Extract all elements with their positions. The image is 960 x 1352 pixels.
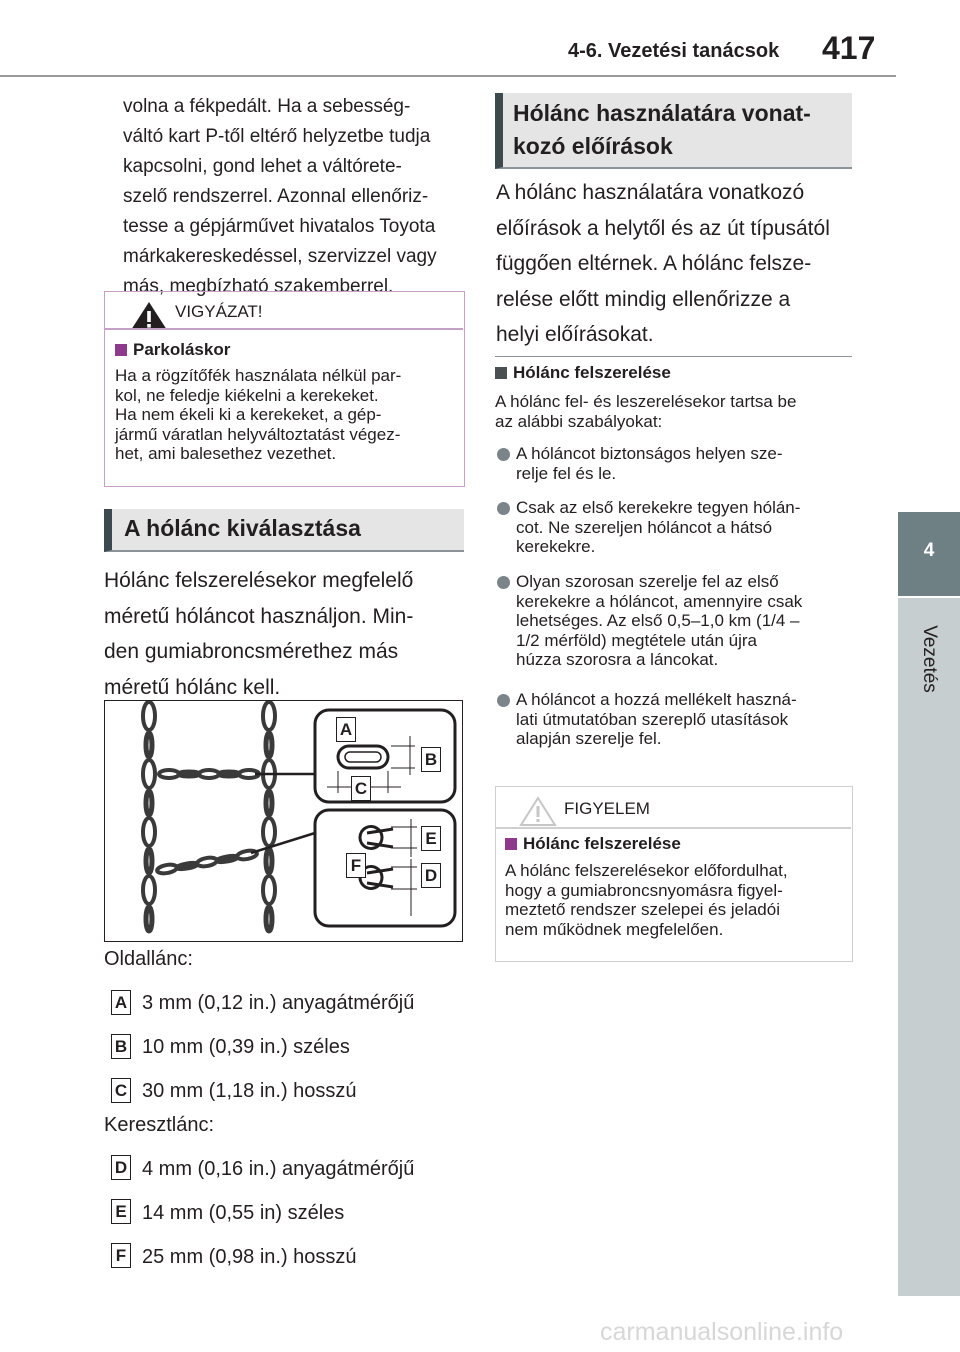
spec-label-a: A bbox=[111, 990, 131, 1015]
intro-paragraph: volna a fékpedált. Ha a sebesség- váltó kart P-től eltérő helyzetbe tudja kapcsolni, gond lehet a váltórete- szelő rendszerrel. Azonnal ellenőriz- tesse a gépjárművet hivatalos Toyota márkakereskedéssel, szervizzel vagy más, megbízható szakemberrel. bbox=[123, 96, 437, 297]
spec-text-c: 30 mm (1,18 in.) hosszú bbox=[142, 1080, 357, 1102]
diagram-label-e: E bbox=[421, 826, 441, 851]
cross-chain-title: Keresztlánc: bbox=[104, 1114, 215, 1136]
spec-label-c: C bbox=[111, 1078, 131, 1103]
diagram-label-f: F bbox=[346, 853, 366, 878]
chapter-strip bbox=[898, 598, 960, 1296]
diagram-label-a: A bbox=[336, 717, 356, 742]
diagram-label-b: B bbox=[421, 747, 441, 772]
bullet-icon bbox=[497, 502, 510, 515]
notice-title: FIGYELEM bbox=[564, 799, 650, 818]
spec-label-b: B bbox=[111, 1034, 131, 1059]
bullet-icon bbox=[497, 576, 510, 589]
notice-subtitle: Hólánc felszerelése bbox=[505, 834, 681, 854]
install-bullet-4: A hóláncot a hozzá mellékelt haszná- lati útmutatóban szereplő utasítások alapján szerelje fel. bbox=[516, 690, 797, 748]
spec-text-a: 3 mm (0,12 in.) anyagátmérőjű bbox=[142, 992, 415, 1014]
spec-text-b: 10 mm (0,39 in.) széles bbox=[142, 1036, 350, 1058]
notice-box bbox=[495, 786, 853, 962]
square-bullet-icon bbox=[115, 344, 127, 356]
install-intro: A hólánc fel- és leszerelésekor tartsa be az alábbi szabályokat: bbox=[495, 392, 797, 431]
notice-text: A hólánc felszerelésekor előfordulhat, hogy a gumiabroncsnyomásra figyel- meztető rendszer szelepei és jeladói nem működnek megfelelően. bbox=[505, 861, 788, 939]
diagram-label-c: C bbox=[351, 776, 371, 801]
install-bullet-1: A hóláncot biztonságos helyen sze- relje fel és le. bbox=[516, 444, 783, 483]
chapter-label: Vezetés bbox=[919, 625, 940, 693]
bullet-icon bbox=[497, 694, 510, 707]
caution-outline-icon bbox=[518, 795, 558, 827]
snow-chain-illustration bbox=[105, 701, 461, 940]
square-bullet-icon bbox=[505, 838, 517, 850]
caution-subtitle: Parkoláskor bbox=[115, 340, 230, 360]
footer-watermark: carmanualsonline.info bbox=[600, 1318, 844, 1346]
install-title: Hólánc felszerelése bbox=[495, 363, 671, 383]
spec-label-e: E bbox=[111, 1199, 131, 1224]
caution-box bbox=[104, 291, 465, 487]
install-divider bbox=[495, 356, 852, 357]
install-bullet-2: Csak az első kerekekre tegyen hólán- cot. Ne szereljen hóláncot a hátsó kerekekre. bbox=[516, 498, 801, 556]
choice-paragraph: Hólánc felszerelésekor megfelelő méretű hóláncot használjon. Min- den gumiabroncsmérethez más méretű hólánc kell. bbox=[104, 569, 414, 699]
spec-text-e: 14 mm (0,55 in) széles bbox=[142, 1202, 345, 1224]
caution-divider bbox=[105, 328, 463, 330]
section-heading-choice: A hólánc kiválasztása bbox=[104, 509, 464, 552]
section-heading-rules: Hólánc használatára vonat- kozó előírások bbox=[495, 93, 852, 169]
chapter-number: 4 bbox=[923, 540, 935, 561]
header-title: 4-6. Vezetési tanácsok bbox=[568, 40, 780, 62]
caution-text: Ha a rögzítőfék használata nélkül par- kol, ne feledje kiékelni a kerekeket. Ha nem ékeli ki a kerekeket, a gép- jármű váratlan helyváltoztatást végez- het, ami balesethez vezethet. bbox=[115, 366, 402, 463]
spec-text-d: 4 mm (0,16 in.) anyagátmérőjű bbox=[142, 1158, 415, 1180]
square-bullet-icon bbox=[495, 367, 507, 379]
rules-paragraph: A hólánc használatára vonatkozó előírások a helytől és az út típusától függően eltérnek. A hólánc felsze- relése előtt mindig ellenőrizze a helyi előírásokat. bbox=[496, 181, 830, 346]
side-chain-title: Oldallánc: bbox=[104, 948, 193, 970]
spec-text-f: 25 mm (0,98 in.) hosszú bbox=[142, 1246, 357, 1268]
header-rule bbox=[0, 75, 896, 77]
snow-chain-diagram bbox=[104, 700, 463, 942]
notice-divider bbox=[496, 827, 851, 829]
spec-label-d: D bbox=[111, 1155, 131, 1180]
diagram-label-d: D bbox=[421, 863, 441, 888]
caution-title: VIGYÁZAT! bbox=[175, 302, 263, 321]
page-number: 417 bbox=[822, 30, 876, 66]
bullet-icon bbox=[497, 448, 510, 461]
spec-label-f: F bbox=[111, 1243, 131, 1268]
install-bullet-3: Olyan szorosan szerelje fel az első kerekekre a hóláncot, amennyire csak lehetséges. Az első 0,5–1,0 km (1/4 – 1/2 mérföld) megtétele után újra húzza szorosra a láncokat. bbox=[516, 572, 803, 669]
